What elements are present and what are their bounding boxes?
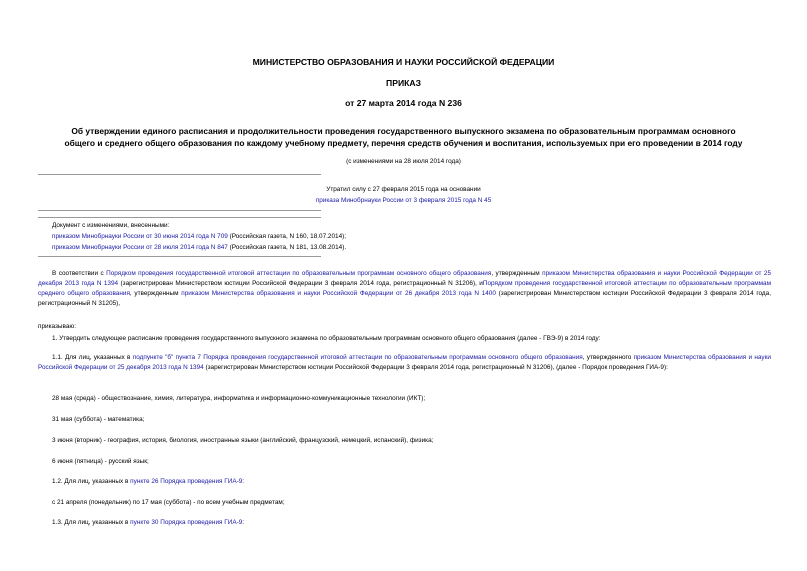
item-1-3: 1.3. Для лиц, указанных в пункте 30 Порядка проведения ГИА-9:: [52, 519, 245, 526]
divider: [38, 210, 321, 211]
date-number: от 27 марта 2014 года N 236: [345, 98, 462, 108]
title-line-1: Об утверждении единого расписания и продолжительности проведения государственного выпускного экзамена по образовательным программам основного: [71, 126, 736, 136]
point-30-link[interactable]: пункте 30 Порядка проведения ГИА-9: [130, 519, 243, 526]
divider: [38, 256, 321, 257]
point-26-link[interactable]: пункте 26 Порядка проведения ГИА-9: [130, 478, 243, 485]
change-link[interactable]: приказом Минобрнауки России от 30 июня 2014 года N 709: [52, 233, 228, 240]
ministry-heading: МИНИСТЕРСТВО ОБРАЗОВАНИЯ И НАУКИ РОССИЙСКОЙ ФЕДЕРАЦИИ: [252, 57, 555, 67]
order-1394-link[interactable]: приказом Министерства образования и науки Российской Федерации от 25 декабря 2013 года N 1394: [38, 354, 771, 371]
title-line-2: общего и среднего общего образования по каждому учебному предмету, перечня средств обучения и воспитания, используемых при его проведении в 2014 году: [64, 137, 743, 148]
item-1-2: 1.2. Для лиц, указанных в пункте 26 Порядка проведения ГИА-9:: [52, 478, 245, 485]
order-1400-link[interactable]: приказом Министерства образования и науки Российской Федерации от 26 декабря 2013 года N 1400: [181, 290, 496, 297]
item-1: 1. Утвердить следующее расписание проведения государственного выпускного экзамена по образовательным программам основного общего образования (далее - ГВЭ-9) в 2014 году:: [52, 335, 601, 342]
divider: [38, 174, 321, 175]
schedule-entry: 28 мая (среда) - обществознание, химия, литература, информатика и информационно-коммуникационные технологии (ИКТ);: [52, 395, 426, 402]
lost-force-link[interactable]: приказа Минобрнауки России от 3 февраля 2015 года N 45: [315, 197, 492, 204]
doc-type-heading: ПРИКАЗ: [386, 78, 421, 88]
change-citation: (Российская газета, N 181, 13.08.2014).: [227, 244, 347, 251]
gia9-order-link[interactable]: Порядком проведения государственной итоговой аттестации по образовательным программам основного общего образования: [106, 270, 492, 277]
change-item: [52, 232, 346, 242]
gia11-order-link[interactable]: Порядком проведения государственной итоговой аттестации по образовательным программам среднего общего образования: [38, 280, 771, 297]
item-1-1: 1.1. Для лиц, указанных в подпункте "б" пункта 7 Порядка проведения государственной итоговой аттестации по образовательным программам основного общего образования, утвержденного приказом Министерства образования и науки Российской Федерации от 25 декабря 2013 года N 1394 (зарегистрирован Министерством юстиции Российской Федерации 3 февраля 2014 года, регистрационный N 31206), (далее - Порядок проведения ГИА-9):: [38, 354, 771, 371]
lost-force-link-row: [0, 196, 807, 206]
schedule-entry: с 21 апреля (понедельник) по 17 мая (суббота) - по всем учебным предметам;: [52, 499, 285, 506]
schedule-entry: 6 июня (пятница) - русский язык;: [52, 458, 149, 465]
subpoint-7b-link[interactable]: подпункте "б" пункта 7 Порядка проведения государственной итоговой аттестации по образовательным программам основного общего образования: [132, 354, 583, 361]
amendment-note: (с изменениями на 28 июля 2014 года): [346, 158, 461, 165]
order-word: приказываю:: [38, 323, 76, 330]
changes-intro: Документ с изменениями, внесенными:: [52, 222, 170, 229]
lost-force-text: Утратил силу с 27 февраля 2015 года на основании: [326, 186, 481, 193]
change-citation: (Российская газета, N 160, 18.07.2014);: [227, 233, 347, 240]
change-item: [52, 243, 346, 253]
order-1394-link[interactable]: приказом Министерства образования и науки Российской Федерации от 25 декабря 2013 года N 1394: [38, 270, 772, 287]
page-title: [30, 126, 777, 149]
change-link[interactable]: приказом Минобрнауки России от 28 июля 2014 года N 847: [52, 244, 228, 251]
preamble-paragraph: В соответствии с Порядком проведения государственной итоговой аттестации по образовательным программам основного общего образования, утвержденным приказом Министерства образования и науки Российской Федерации от 25 декабря 2013 года N 1394 (зарегистрирован Министерством юстиции Российской Федерации 3 февраля 2014 года, регистрационный N 31206), иПорядком проведения государственной итоговой аттестации по образовательным программам среднего общего образования, утвержденным приказом Министерства образования и науки Российской Федерации от 26 декабря 2013 года N 1400 (зарегистрирован Министерством юстиции Российской Федерации 3 февраля 2014 года, регистрационный N 31205),: [38, 270, 772, 307]
divider: [38, 217, 321, 218]
schedule-entry: 31 мая (суббота) - математика;: [52, 416, 145, 423]
schedule-entry: 3 июня (вторник) - география, история, биология, иностранные языки (английский, французский, немецкий, испанский), физика;: [52, 437, 434, 444]
